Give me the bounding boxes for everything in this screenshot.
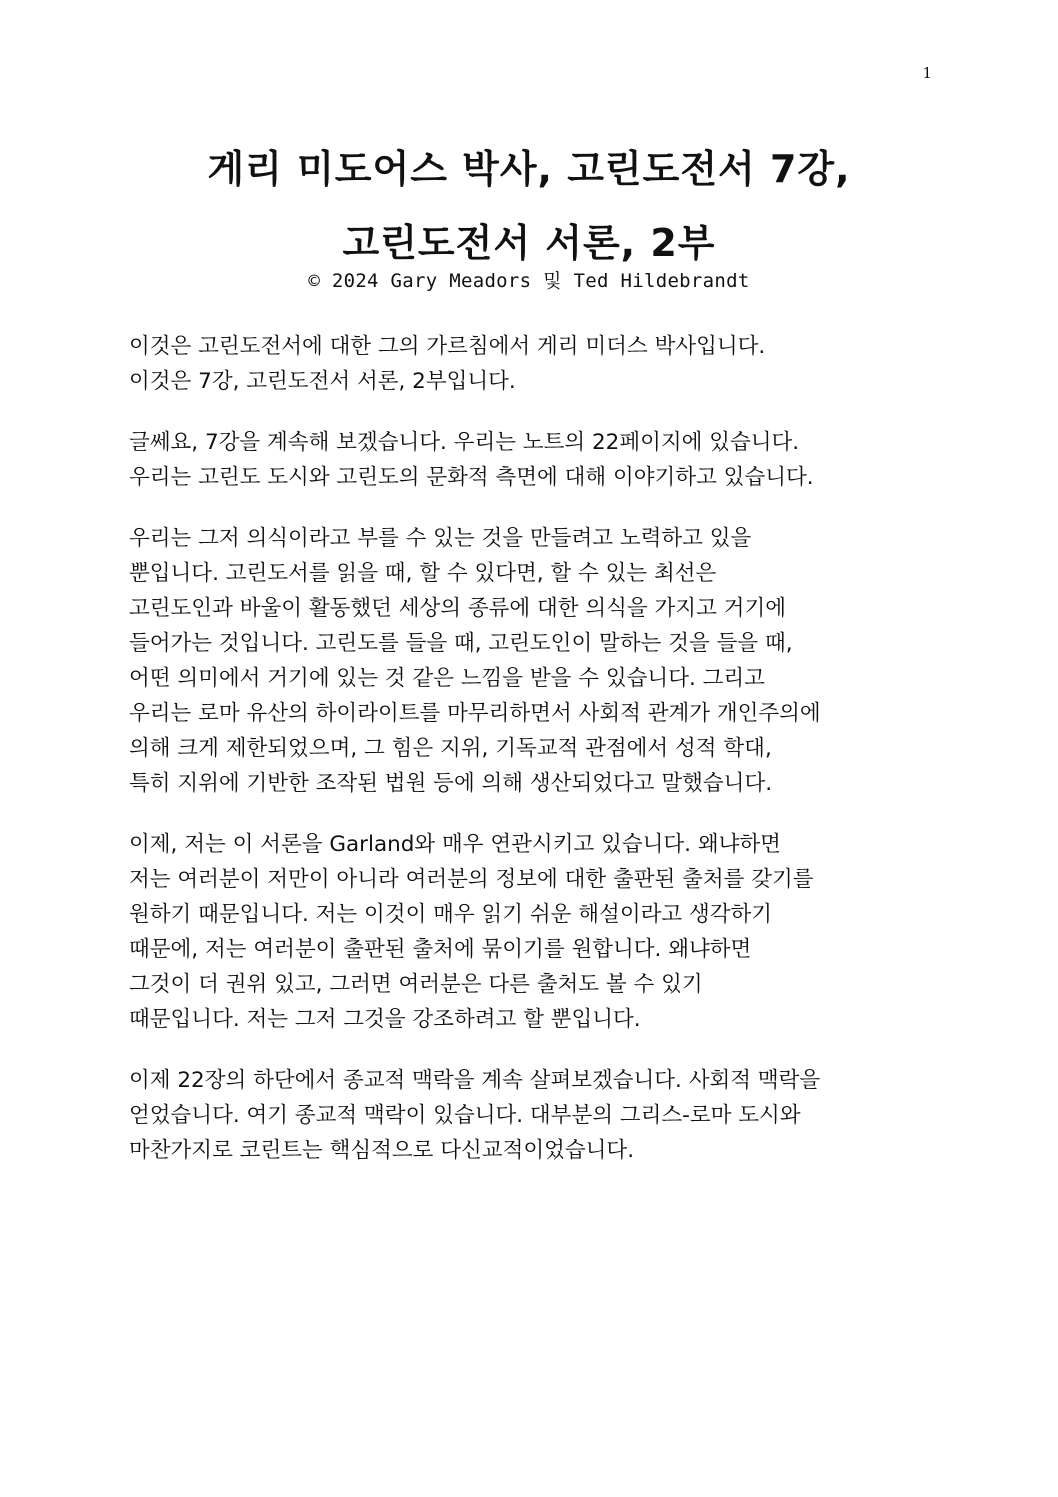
paragraph-3: [129, 521, 929, 801]
paragraph-1: [129, 329, 929, 399]
text-line: 이것은 고린도전서에 대한 그의 가르침에서 게리 미더스 박사입니다.: [129, 334, 766, 359]
text-line: 우리는 로마 유산의 하이라이트를 마무리하면서 사회적 관계가 개인주의에: [129, 701, 821, 726]
text-line: 이제 22장의 하단에서 종교적 맥락을 계속 살펴보겠습니다. 사회적 맥락을: [129, 1068, 821, 1093]
text-line: 들어가는 것입니다. 고린도를 들을 때, 고린도인이 말하는 것을 들을 때,: [129, 631, 793, 656]
text-line: 고린도인과 바울이 활동했던 세상의 종류에 대한 의식을 가지고 거기에: [129, 596, 786, 621]
text-line: 뿐입니다. 고린도서를 읽을 때, 할 수 있다면, 할 수 있는 최선은: [129, 561, 717, 586]
text-line: 저는 여러분이 저만이 아니라 여러분의 정보에 대한 출판된 출처를 갖기를: [129, 867, 814, 892]
text-line: 우리는 고린도 도시와 고린도의 문화적 측면에 대해 이야기하고 있습니다.: [129, 465, 814, 490]
paragraph-2: [129, 425, 929, 495]
title-line-1: 게리 미도어스 박사, 고린도전서 7강,: [207, 147, 851, 191]
text-line: 때문에, 저는 여러분이 출판된 출처에 묶이기를 원합니다. 왜냐하면: [129, 937, 752, 962]
text-line: 글쎄요, 7강을 계속해 보겠습니다. 우리는 노트의 22페이지에 있습니다.: [129, 430, 800, 455]
text-line: 이것은 7강, 고린도전서 서론, 2부입니다.: [129, 369, 516, 394]
text-line: 의해 크게 제한되었으며, 그 힘은 지위, 기독교적 관점에서 성적 학대,: [129, 736, 772, 761]
text-line: 어떤 의미에서 거기에 있는 것 같은 느낌을 받을 수 있습니다. 그리고: [129, 666, 765, 691]
text-line: 얻었습니다. 여기 종교적 맥락이 있습니다. 대부분의 그리스-로마 도시와: [129, 1103, 801, 1128]
text-line: 원하기 때문입니다. 저는 이것이 매우 읽기 쉬운 해설이라고 생각하기: [129, 902, 773, 927]
copyright-notice: © 2024 Gary Meadors 및 Ted Hildebrandt: [308, 270, 750, 292]
paragraph-5: [129, 1063, 929, 1168]
body-text: [129, 329, 929, 1194]
paragraph-4: [129, 827, 929, 1037]
text-line: 그것이 더 권위 있고, 그러면 여러분은 다른 출처도 볼 수 있기: [129, 972, 703, 997]
document-title: [0, 132, 1058, 280]
text-line: 마찬가지로 코린트는 핵심적으로 다신교적이었습니다.: [129, 1138, 635, 1163]
title-line-2: 고린도전서 서론, 2부: [342, 221, 716, 265]
page-number: 1: [922, 64, 932, 82]
text-line: 이제, 저는 이 서론을 Garland와 매우 연관시키고 있습니다. 왜냐하면: [129, 832, 781, 857]
text-line: 우리는 그저 의식이라고 부를 수 있는 것을 만들려고 노력하고 있을: [129, 526, 752, 551]
text-line: 때문입니다. 저는 그저 그것을 강조하려고 할 뿐입니다.: [129, 1007, 641, 1032]
text-line: 특히 지위에 기반한 조작된 법원 등에 의해 생산되었다고 말했습니다.: [129, 771, 773, 796]
